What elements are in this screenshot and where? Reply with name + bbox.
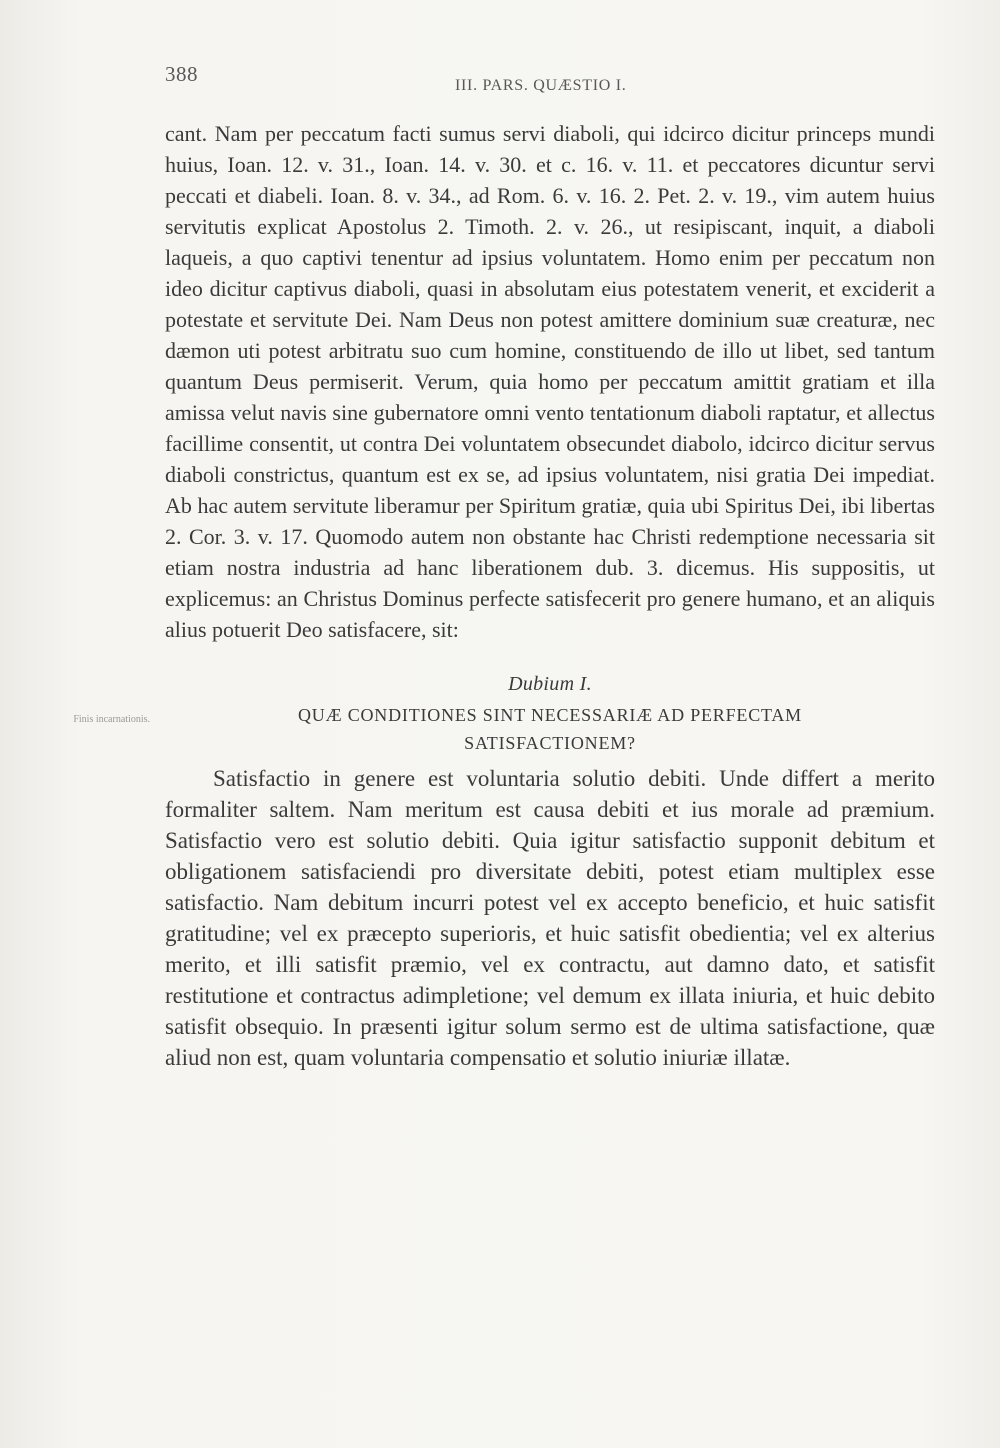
- page-body: [165, 118, 935, 1073]
- section-title: [165, 701, 935, 757]
- page-number: 388: [165, 62, 198, 86]
- paragraph-satisfactio: Satisfactio in genere est voluntaria solutio debiti. Unde differt a merito formaliter saltem. Nam meritum est causa debiti et ius morale ad præmium. Satisfactio vero est solutio debiti. Quia igitur satisfactio supponit debitum et obligationem satisfaciendi pro diversitate debiti, potest etiam multiplex esse satisfactio. Nam debitum incurri potest vel ex accepto beneficio, et huic satisfit gratitudine; vel ex præcepto superioris, et huic satisfit obedientia; vel ex alterius merito, et illi satisfit præmio, vel ex contractu, aut damno dato, et satisfit restitutione et contractus adimpletione; vel demum ex illata iniuria, et huic debito satisfit obsequio. In præsenti igitur solum sermo est de ultima satisfactione, quæ aliud non est, quam voluntaria compensatio et solutio iniuriæ illatæ.: [165, 766, 935, 1070]
- page-header: [165, 62, 935, 92]
- section-title-line: SATISFACTIONEM?: [464, 733, 636, 753]
- paragraph-continued: cant. Nam per peccatum facti sumus servi diaboli, qui idcirco dicitur princeps mundi huius, Ioan. 12. v. 31., Ioan. 14. v. 30. et c. 16. v. 11. et peccatores dicuntur servi peccati et diabeli. Ioan. 8. v. 34., ad Rom. 6. v. 16. 2. Pet. 2. v. 19., vim autem huius servitutis explicat Apostolus 2. Timoth. 2. v. 26., ut resipiscant, inquit, a diaboli laqueis, a quo captivi tenentur ad ipsius voluntatem. Homo enim per peccatum non ideo dicitur captivus diaboli, quasi in absolutam eius potestatem venerit, et exciderit a potestate et servitute Dei. Nam Deus non potest amittere dominium suæ creaturæ, nec dæmon uti potest arbitratu suo cum homine, constituendo de illo ut libet, sed tantum quantum Deus permiserit. Verum, quia homo per peccatum amittit gratiam et illa amissa velut navis sine gubernatore omni vento tentationum diaboli raptatur, et allectus facillime consentit, ut contra Dei voluntatem obsecundet diabolo, idcirco dicitur servus diaboli constrictus, quantum est ex se, ad ipsius voluntatem, nisi gratia Dei impediat. Ab hac autem servitute liberamur per Spiritum gratiæ, quia ubi Spiritus Dei, ibi libertas 2. Cor. 3. v. 17. Quomodo autem non obstante hac Christi redemptione necessaria sit etiam nostra industria ad hanc liberationem dub. 3. dicemus. His suppositis, ut explicemus: an Christus Dominus perfecte satisfecerit pro genere humano, et an aliquis alius potuerit Deo satisfacere, sit:: [165, 121, 935, 642]
- section-title-line: QUÆ CONDITIONES SINT NECESSARIÆ AD PERFECTAM: [298, 705, 802, 725]
- dubium-label: Dubium I.: [508, 673, 592, 695]
- margin-note-text: Finis incarnationis.: [73, 714, 150, 725]
- margin-note: [55, 713, 150, 728]
- running-head: III. PARS. QUÆSTIO I.: [455, 77, 627, 94]
